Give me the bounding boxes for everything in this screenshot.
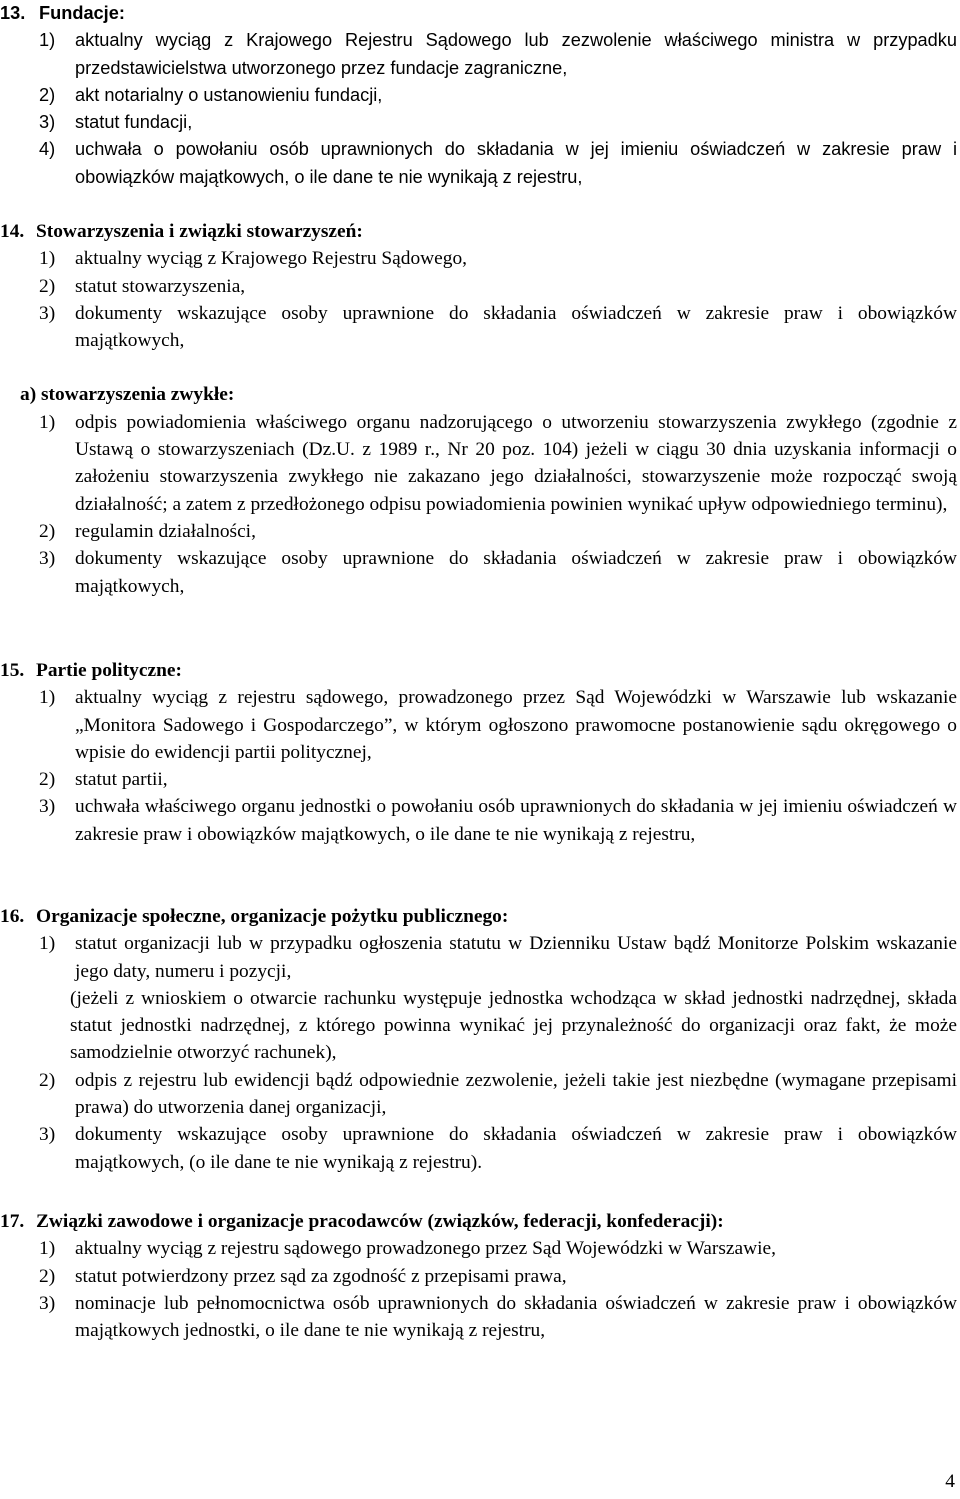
item-text: nominacje lub pełnomocnictwa osób uprawnionych do składania oświadczeń w zakresie praw i obowiązków majątkowych jednostki, o ile dane te nie wynikają z rejestru, [75, 1292, 957, 1342]
page-number: 4 [945, 1471, 955, 1492]
item-number: 3) [39, 548, 56, 570]
section-title: Partie polityczne: [36, 660, 182, 681]
item-text: odpis powiadomienia właściwego organu nadzorującego o utworzeniu stowarzyszenia zwykłego (zgodnie z Ustawą o stowarzyszeniach (Dz.U. z 1989 r., Nr 20 poz. 104) jeżeli w ciągu 30 dnia uzyskania informacji o założeniu stowarzyszenia zwykłego nie zakazano jego działalności, stowarzyszenie może rozpocząć swoją działalność; a zatem z przedłożonego odpisu powiadomienia powinien wynikać upływ odpowiedniego terminu), [75, 411, 957, 515]
list-item [0, 1235, 960, 1262]
list-item [0, 684, 960, 766]
list-item [0, 273, 960, 300]
list-item [0, 245, 960, 272]
section-15 [0, 657, 960, 848]
section-title: Stowarzyszenia i związki stowarzyszeń: [36, 221, 363, 242]
item-text: statut partii, [75, 769, 168, 791]
section-14 [0, 218, 960, 600]
item-number: 1) [39, 687, 56, 709]
section-13 [0, 0, 960, 191]
section-number: 13. [0, 3, 26, 23]
list-item [0, 1290, 960, 1345]
item-number: 1) [39, 411, 56, 433]
item-number: 3) [39, 1292, 56, 1314]
item-text: regulamin działalności, [75, 520, 256, 542]
list-item [0, 109, 960, 136]
list-item [0, 409, 960, 518]
section-title: Organizacje społeczne, organizacje pożytku publicznego: [36, 906, 509, 927]
section-number: 14. [0, 221, 25, 242]
list-item [0, 136, 960, 191]
item-number: 4) [39, 139, 56, 160]
item-number: 1) [39, 933, 56, 955]
subsection-title: a) stowarzyszenia zwykłe: [20, 384, 235, 406]
item-text: statut fundacji, [75, 112, 193, 133]
section-title: Fundacje: [39, 3, 125, 23]
item-text: statut potwierdzony przez sąd za zgodność z przepisami prawa, [75, 1265, 567, 1287]
item-number: 3) [39, 112, 56, 133]
item-number: 2) [39, 275, 56, 297]
item-number: 3) [39, 1124, 56, 1146]
item-number: 2) [39, 84, 56, 105]
item-number: 3) [39, 302, 56, 324]
list-item [0, 1121, 960, 1176]
section-number: 17. [0, 1211, 25, 1232]
item-number: 3) [39, 796, 56, 818]
item-text: statut organizacji lub w przypadku ogłoszenia statutu w Dzienniku Ustaw bądź Monitorze Polskim wskazanie jego daty, numeru i pozycji, [75, 933, 957, 982]
item-text: uchwała właściwego organu jednostki o powołaniu osób uprawnionych do składania w jej imieniu oświadczeń w zakresie praw i obowiązków majątkowych, o ile dane te nie wynikają z rejestru, [75, 796, 957, 845]
section-number: 16. [0, 906, 25, 927]
list-item [0, 766, 960, 793]
item-number: 1) [39, 1238, 56, 1260]
item-text: statut stowarzyszenia, [75, 275, 246, 297]
list-item [0, 300, 960, 355]
section-heading [0, 1208, 960, 1235]
section-heading [0, 903, 960, 930]
list-item [0, 27, 960, 82]
section-title: Związki zawodowe i organizacje pracodawców (związków, federacji, konfederacji): [36, 1211, 724, 1232]
item-text: aktualny wyciąg z Krajowego Rejestru Sądowego lub zezwolenie właściwego ministra w przypadku przedstawicielstwa utworzonego przez fundacje zagraniczne, [75, 30, 957, 78]
item-text: aktualny wyciąg z Krajowego Rejestru Sądowego, [75, 248, 468, 270]
item-number: 2) [39, 520, 56, 542]
item-text: aktualny wyciąg z rejestru sądowego, prowadzonego przez Sąd Wojewódzki w Warszawie lub wskazanie „Monitora Sadowego i Gospodarczego”, w którym ogłoszono prawomocne postanowienie sądu okręgowego o wpisie do ewidencji partii politycznej, [75, 687, 957, 763]
section-number: 15. [0, 660, 25, 681]
item-number: 2) [39, 769, 56, 791]
section-heading [0, 218, 960, 245]
list-item [0, 82, 960, 109]
section-heading [0, 657, 960, 684]
section-16 [0, 903, 960, 1176]
section-17 [0, 1208, 960, 1344]
item-text: aktualny wyciąg z rejestru sądowego prowadzonego przez Sąd Wojewódzki w Warszawie, [75, 1238, 776, 1260]
list-item [0, 518, 960, 545]
item-number: 2) [39, 1265, 56, 1287]
item-text: odpis z rejestru lub ewidencji bądź odpowiednie zezwolenie, jeżeli takie jest niezbędne (wymagane przepisami prawa) do utworzenia danej organizacji, [75, 1069, 957, 1119]
item-text: (jeżeli z wnioskiem o otwarcie rachunku występuje jednostka wchodząca w skład jednostki nadrzędnej, składa statut jednostki nadrzędnej, z którego powinna wynikać jej przynależność do organizacji oraz fakt, że może samodzielnie otworzyć rachunek), [70, 987, 957, 1064]
list-item [0, 1067, 960, 1122]
item-text: dokumenty wskazujące osoby uprawnione do składania oświadczeń w zakresie praw i obowiązków majątkowych, (o ile dane te nie wynikają z rejestru). [75, 1124, 957, 1173]
list-item [0, 1263, 960, 1290]
item-text: dokumenty wskazujące osoby uprawnione do składania oświadczeń w zakresie praw i obowiązków majątkowych, [75, 302, 957, 352]
item-text: dokumenty wskazujące osoby uprawnione do składania oświadczeń w zakresie praw i obowiązków majątkowych, [75, 548, 957, 597]
list-item [0, 793, 960, 848]
note-paragraph [0, 985, 960, 1067]
item-number: 1) [39, 30, 56, 51]
item-text: uchwała o powołaniu osób uprawnionych do składania w jej imieniu oświadczeń w zakresie praw i obowiązków majątkowych, o ile dane te nie wynikają z rejestru, [75, 139, 957, 187]
list-item [0, 545, 960, 600]
item-number: 2) [39, 1069, 56, 1091]
section-heading [0, 0, 960, 27]
item-text: akt notarialny o ustanowieniu fundacji, [75, 84, 383, 105]
list-item [0, 930, 960, 985]
item-number: 1) [39, 248, 56, 270]
